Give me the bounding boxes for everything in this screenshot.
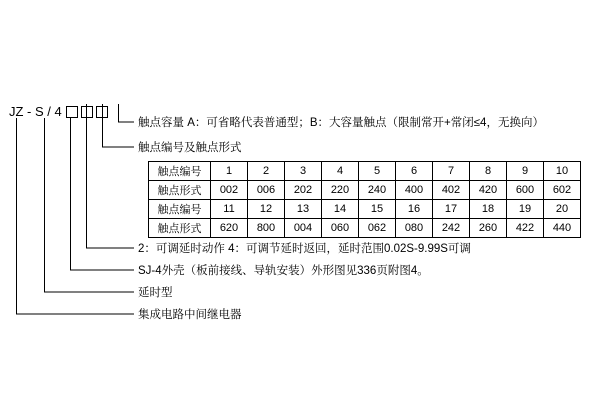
table-cell: 800	[248, 219, 285, 238]
model-code	[8, 104, 108, 119]
table-cell: 1	[211, 162, 248, 181]
code-box-2	[81, 106, 93, 118]
table-cell: 6	[396, 162, 433, 181]
table-cell: 060	[322, 219, 359, 238]
table-cell: 400	[396, 181, 433, 200]
table-cell: 12	[248, 200, 285, 219]
table-cell: 4	[322, 162, 359, 181]
table-cell: 260	[470, 219, 507, 238]
table-cell: 10	[544, 162, 581, 181]
code-box-1	[66, 106, 78, 118]
model-code-text: JZ - S / 4	[9, 104, 62, 119]
note-enclosure: SJ-4外壳（板前接线、导轨安装）外形图见336页附图4。	[138, 265, 429, 277]
table-cell: 242	[433, 219, 470, 238]
table-cell: 004	[285, 219, 322, 238]
note-contact-number-form: 触点编号及触点形式	[138, 142, 242, 154]
table-cell: 402	[433, 181, 470, 200]
table-cell: 080	[396, 219, 433, 238]
table-cell: 8	[470, 162, 507, 181]
table-row	[149, 200, 581, 219]
table-cell: 002	[211, 181, 248, 200]
table-cell: 13	[285, 200, 322, 219]
table-cell: 420	[470, 181, 507, 200]
row-header: 触点形式	[149, 219, 211, 238]
table-cell: 3	[285, 162, 322, 181]
table-cell: 240	[359, 181, 396, 200]
table-cell: 19	[507, 200, 544, 219]
table-cell: 17	[433, 200, 470, 219]
table-cell: 14	[322, 200, 359, 219]
table-cell: 062	[359, 219, 396, 238]
table-row	[149, 181, 581, 200]
table-row	[149, 219, 581, 238]
table-cell: 006	[248, 181, 285, 200]
note-contact-capacity: 触点容量 A：可省略代表普通型；B：大容量触点（限制常开+常闭≤4，无换向）	[138, 117, 544, 129]
table-cell: 9	[507, 162, 544, 181]
table-cell: 422	[507, 219, 544, 238]
contact-table	[148, 161, 581, 238]
note-delay-action: 2：可调延时动作 4：可调节延时返回，延时范围0.02S-9.99S可调	[138, 243, 471, 255]
table-cell: 2	[248, 162, 285, 181]
table-cell: 15	[359, 200, 396, 219]
table-cell: 600	[507, 181, 544, 200]
table-cell: 11	[211, 200, 248, 219]
table-row	[149, 162, 581, 181]
table-cell: 5	[359, 162, 396, 181]
code-box-3	[96, 106, 108, 118]
table-cell: 18	[470, 200, 507, 219]
table-cell: 620	[211, 219, 248, 238]
table-cell: 602	[544, 181, 581, 200]
row-header: 触点编号	[149, 162, 211, 181]
table-cell: 440	[544, 219, 581, 238]
note-relay-type: 集成电路中间继电器	[138, 309, 242, 321]
table-cell: 16	[396, 200, 433, 219]
row-header: 触点形式	[149, 181, 211, 200]
row-header: 触点编号	[149, 200, 211, 219]
table-cell: 202	[285, 181, 322, 200]
table-cell: 220	[322, 181, 359, 200]
note-timing-type: 延时型	[138, 287, 173, 299]
table-cell: 20	[544, 200, 581, 219]
table-cell: 7	[433, 162, 470, 181]
